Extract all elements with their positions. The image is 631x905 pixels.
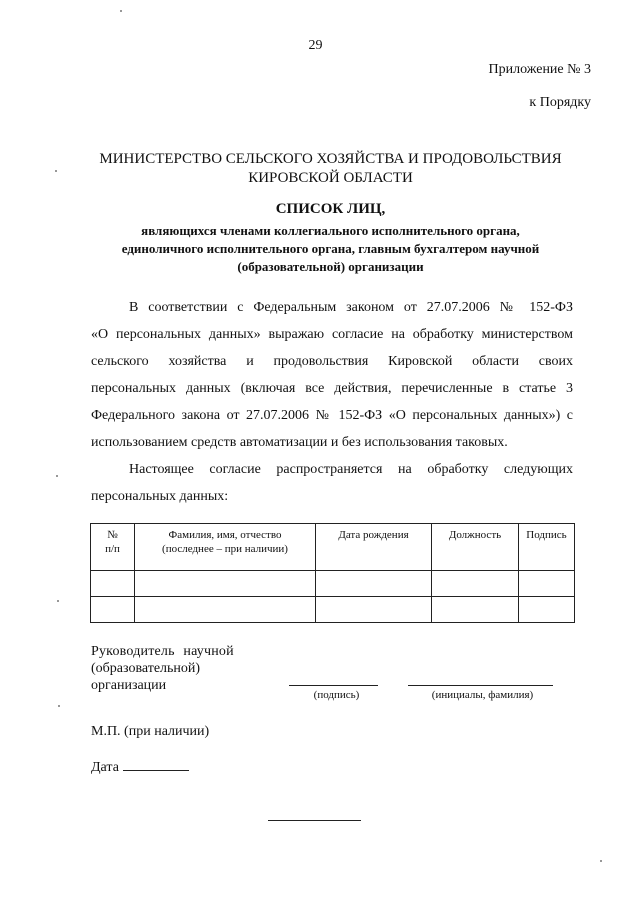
document-title: СПИСОК ЛИЦ, xyxy=(275,201,386,217)
appendix-number: Приложение № 3 xyxy=(488,62,591,77)
page-number: 29 xyxy=(308,38,323,53)
scan-speck xyxy=(120,10,122,12)
signatory-label-line-1: Руководитель научной xyxy=(91,644,234,659)
scope-paragraph-line: Настоящее согласие распространяется на обработку следующих xyxy=(129,462,573,477)
personal-data-table xyxy=(90,523,575,623)
document-subtitle-line-1: являющихся членами коллегиального исполнительного органа, xyxy=(141,223,520,238)
table-cell[interactable] xyxy=(519,571,575,597)
header-text: п/п xyxy=(105,543,120,555)
header-number xyxy=(91,524,135,571)
signatory-label-line-2: (образовательной) xyxy=(91,661,201,676)
scan-speck xyxy=(56,475,58,477)
header-text: Подпись xyxy=(526,529,567,541)
date-row xyxy=(91,758,189,776)
consent-paragraph-line: персональных данных (включая все действия, перечисленные в статье 3 xyxy=(91,381,573,396)
table-cell[interactable] xyxy=(432,597,519,623)
header-birth-date xyxy=(316,524,432,571)
header-text: Фамилия, имя, отчество xyxy=(168,529,282,541)
appendix-reference: к Порядку xyxy=(529,95,591,110)
footer-separator xyxy=(268,820,361,821)
consent-paragraph-line: В соответствии с Федеральным законом от 27.07.2006 № 152-ФЗ xyxy=(129,300,573,315)
header-position xyxy=(432,524,519,571)
ministry-name-line-2: КИРОВСКОЙ ОБЛАСТИ xyxy=(248,170,413,186)
date-line[interactable] xyxy=(123,758,189,771)
consent-paragraph-line: использованием средств автоматизации и без использования таковых. xyxy=(91,435,508,450)
name-line[interactable] xyxy=(408,685,553,686)
table-row xyxy=(91,597,575,623)
table-cell[interactable] xyxy=(316,597,432,623)
header-full-name xyxy=(135,524,316,571)
table-header-row xyxy=(91,524,575,571)
document-subtitle-line-2: единоличного исполнительного органа, главным бухгалтером научной xyxy=(121,241,540,256)
signatory-label-line-3: организации xyxy=(91,678,167,693)
table-cell[interactable] xyxy=(316,571,432,597)
signature-line[interactable] xyxy=(289,685,378,686)
scan-speck xyxy=(57,600,59,602)
table-cell[interactable] xyxy=(135,571,316,597)
scan-speck xyxy=(55,170,57,172)
consent-paragraph-line: Федерального закона от 27.07.2006 № 152-ФЗ «О персональных данных») с xyxy=(91,408,573,423)
document-subtitle-line-3: (образовательной) организации xyxy=(237,259,424,274)
header-text: (последнее – при наличии) xyxy=(162,543,288,555)
scan-speck xyxy=(600,860,602,862)
header-text: Дата рождения xyxy=(338,529,409,541)
scan-speck xyxy=(58,705,60,707)
stamp-place: М.П. (при наличии) xyxy=(91,724,210,739)
table-row xyxy=(91,571,575,597)
header-signature xyxy=(519,524,575,571)
table-cell[interactable] xyxy=(91,571,135,597)
consent-paragraph-line: сельского хозяйства и продовольствия Кировской области своих xyxy=(91,354,573,369)
date-label: Дата xyxy=(91,760,119,775)
ministry-name-line-1: МИНИСТЕРСТВО СЕЛЬСКОГО ХОЗЯЙСТВА И ПРОДОВОЛЬСТВИЯ xyxy=(99,151,562,167)
scope-paragraph-line: персональных данных: xyxy=(91,489,229,504)
table-cell[interactable] xyxy=(519,597,575,623)
table-cell[interactable] xyxy=(432,571,519,597)
consent-paragraph-line: «О персональных данных» выражаю согласие на обработку министерством xyxy=(91,327,573,342)
name-caption: (инициалы, фамилия) xyxy=(431,689,534,701)
header-text: Должность xyxy=(448,529,502,541)
table-cell[interactable] xyxy=(135,597,316,623)
signature-caption: (подпись) xyxy=(313,689,360,701)
table-cell[interactable] xyxy=(91,597,135,623)
header-text: № xyxy=(107,529,118,541)
